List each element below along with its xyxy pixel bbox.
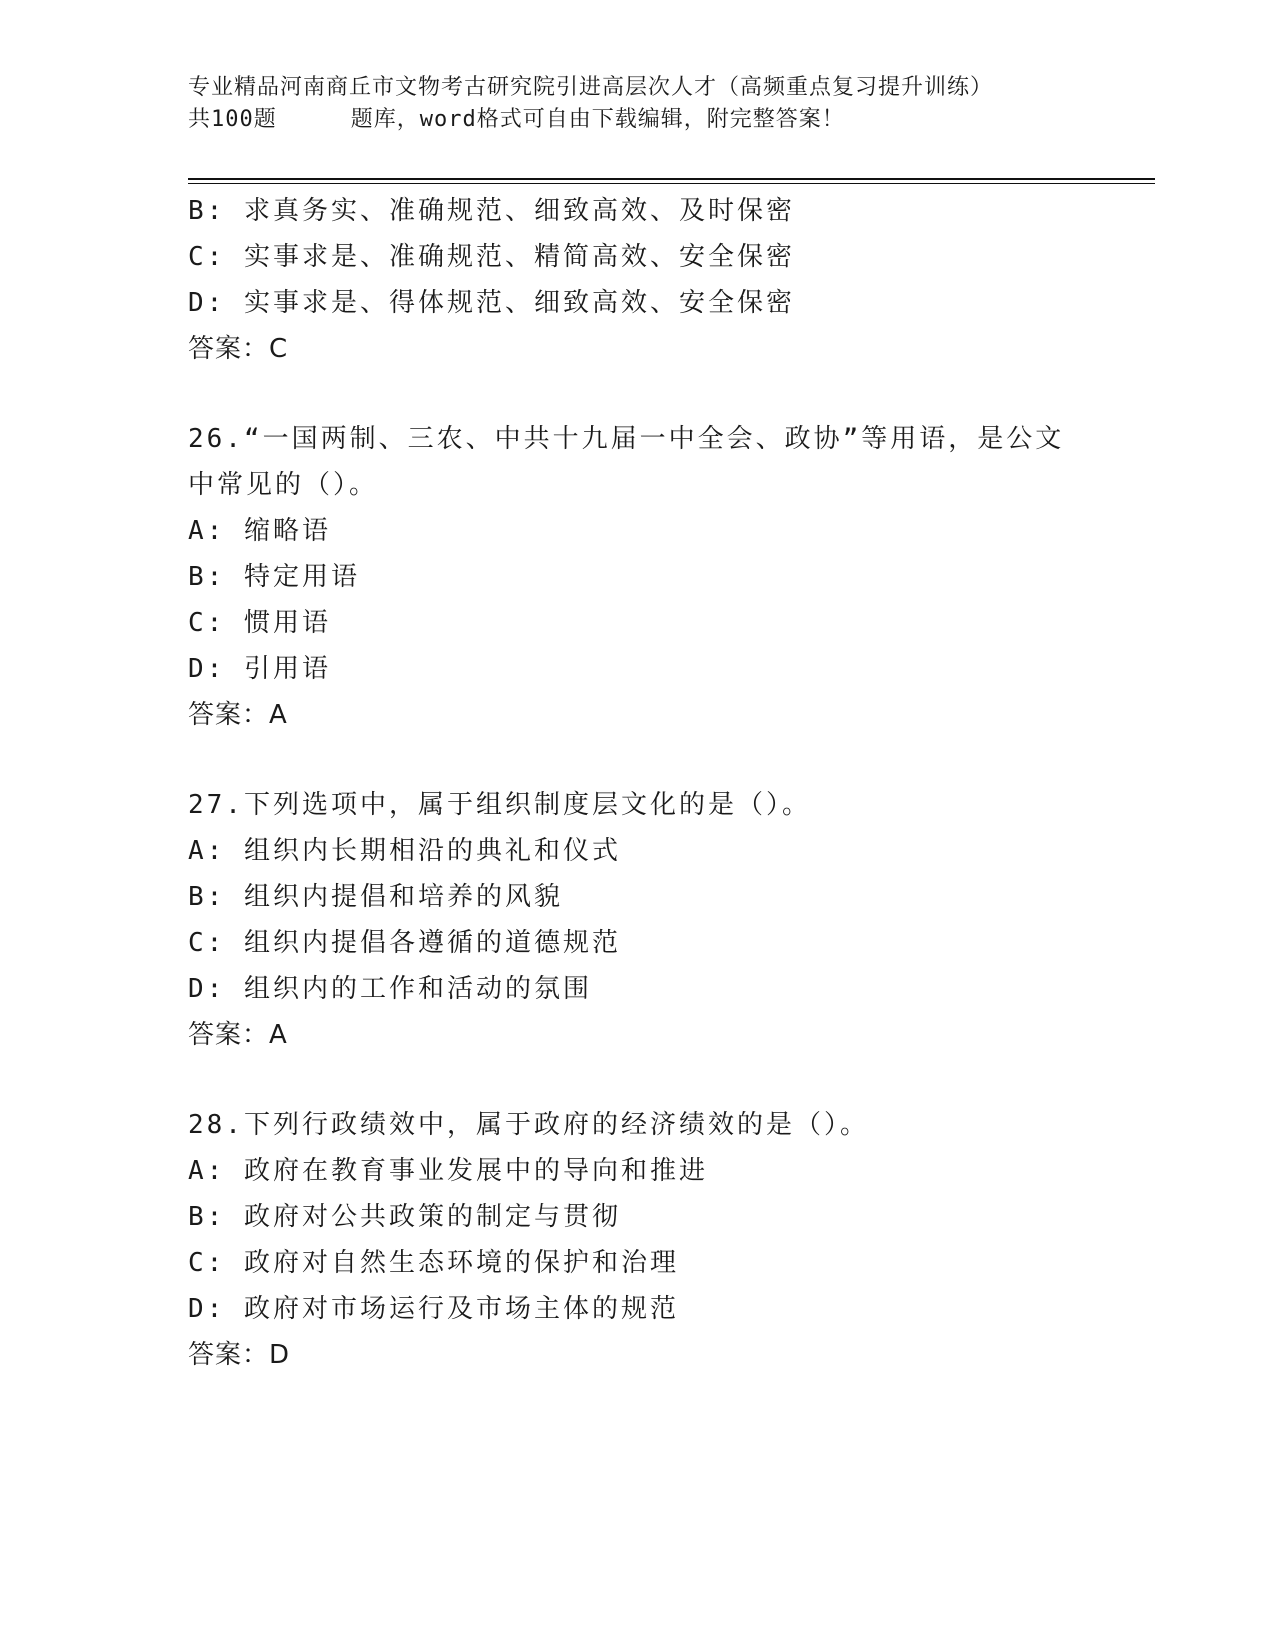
answer: 答案：A [188,1020,288,1050]
question-stem: 27.下列选项中，属于组织制度层文化的是（）。 [188,790,811,820]
page-header [188,72,1148,136]
option-b: B: 组织内提倡和培养的风貌 [188,882,563,912]
option-c: C: 实事求是、准确规范、精简高效、安全保密 [188,242,795,272]
question-27 [188,782,1088,1058]
answer: 答案：D [188,1340,291,1370]
question-stem: 26.“一国两制、三农、中共十九届一中全会、政协”等用语，是公文 [188,424,1065,454]
header-divider-thin [188,183,1155,184]
option-c: C: 惯用语 [188,608,331,638]
question-28 [188,1102,1088,1378]
answer: 答案：C [188,334,289,364]
answer: 答案：A [188,700,288,730]
option-a: A: 政府在教育事业发展中的导向和推进 [188,1156,708,1186]
question-25-partial [188,188,1088,372]
option-b: B: 政府对公共政策的制定与贯彻 [188,1202,621,1232]
option-c: C: 政府对自然生态环境的保护和治理 [188,1248,679,1278]
header-title: 专业精品河南商丘市文物考古研究院引进高层次人才（高频重点复习提升训练） [188,75,994,100]
option-b: B: 特定用语 [188,562,360,592]
option-b: B: 求真务实、准确规范、细致高效、及时保密 [188,196,795,226]
option-a: A: 组织内长期相沿的典礼和仪式 [188,836,621,866]
option-d: D: 组织内的工作和活动的氛围 [188,974,592,1004]
question-26 [188,416,1088,738]
question-stem: 28.下列行政绩效中，属于政府的经济绩效的是（）。 [188,1110,869,1140]
header-description: 题库，word格式可自由下载编辑，附完整答案！ [350,107,845,132]
option-d: D: 引用语 [188,654,331,684]
option-d: D: 实事求是、得体规范、细致高效、安全保密 [188,288,795,318]
option-c: C: 组织内提倡各遵循的道德规范 [188,928,621,958]
option-d: D: 政府对市场运行及市场主体的规范 [188,1294,679,1324]
header-divider-thick [188,178,1155,180]
option-a: A: 缩略语 [188,516,331,546]
question-count: 共100题 [188,107,277,132]
header-subtitle [188,104,1148,136]
question-list [188,188,1088,1378]
question-stem-continued: 中常见的（）。 [188,470,379,500]
